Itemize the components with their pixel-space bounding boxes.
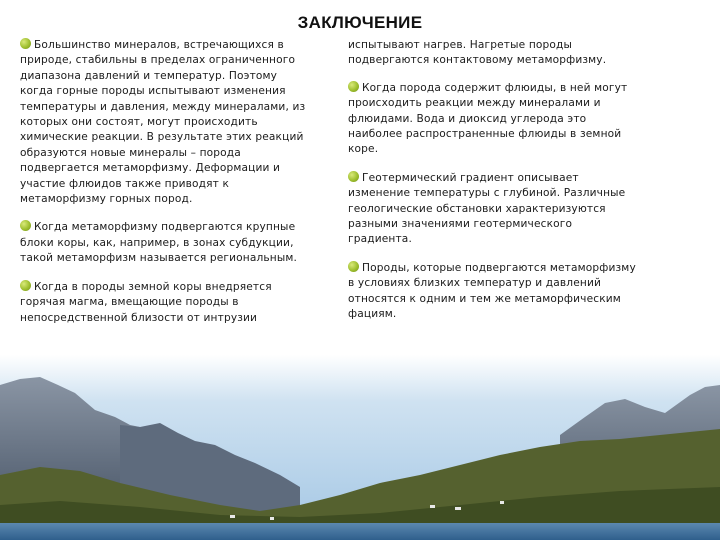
bullet-icon	[348, 171, 359, 182]
landscape-illustration	[0, 355, 720, 540]
paragraph-text: Когда метаморфизму подвергаются крупные блоки коры, как, например, в зонах субдукции, такой метаморфизм называется региональным.	[20, 221, 298, 265]
bullet-icon	[20, 38, 31, 49]
right-column	[348, 38, 678, 336]
left-column	[20, 38, 344, 339]
bullet-paragraph	[20, 280, 344, 326]
bullet-paragraph	[348, 171, 678, 248]
bullet-paragraph	[20, 220, 344, 266]
fjord-water	[0, 523, 720, 540]
bullet-icon	[20, 220, 31, 231]
bullet-icon	[348, 81, 359, 92]
bullet-paragraph	[20, 38, 344, 207]
bullet-paragraph	[348, 81, 678, 158]
landscape-photo	[0, 355, 720, 540]
paragraph-text: Породы, которые подвергаются метаморфизму в условиях близких температур и давлений относятся к одним и тем же метаморфическим фациям.	[348, 261, 636, 321]
paragraph-text: Большинство минералов, встречающихся в природе, стабильны в пределах ограниченного диапазона давлений и температур. Поэтому когда горные породы испытывают изменения температуры и давления, между минералами, из которых они состоят, могут происходить химические реакции. В результате этих реакций образуются новые минералы – порода подвергается метаморфизму. Деформации и участие флюидов также приводят к метаморфизму горных пород.	[20, 39, 306, 206]
slide-title: ЗАКЛЮЧЕНИЕ	[297, 13, 423, 32]
bullet-icon	[20, 280, 31, 291]
paragraph-text: Когда в породы земной коры внедряется горячая магма, вмещающие породы в непосредственной близости от интрузии	[20, 280, 272, 324]
continued-paragraph: испытывают нагрев. Нагретые породы подвергаются контактовому метаморфизму.	[348, 39, 607, 67]
bullet-icon	[348, 261, 359, 272]
paragraph-text: Когда порода содержит флюиды, в ней могут происходить реакции между минералами и флюидами. Вода и диоксид углерода это наиболее распространенные флюиды в земной коре.	[348, 81, 628, 156]
bullet-paragraph	[348, 261, 678, 323]
paragraph-text: Геотермический градиент описывает изменение температуры с глубиной. Различные геологические обстановки характеризуются разными значениями геотермического градиента.	[348, 171, 626, 246]
